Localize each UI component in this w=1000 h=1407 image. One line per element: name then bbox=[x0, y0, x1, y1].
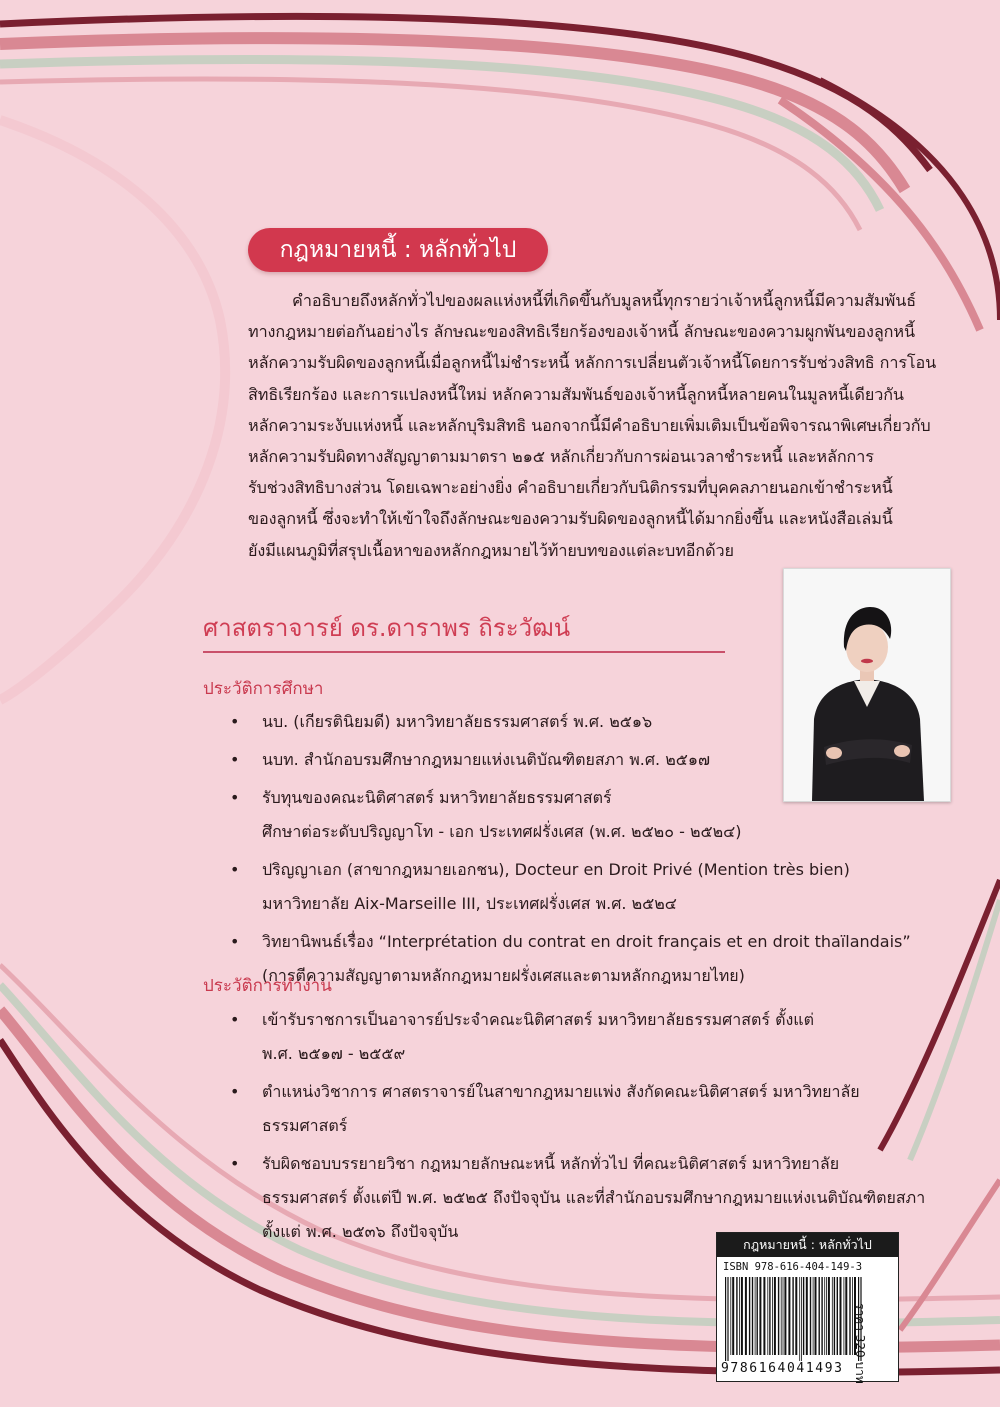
barcode-bar bbox=[772, 1277, 773, 1355]
description-line: หลักความระงับแห่งหนี้ และหลักบุริมสิทธิ นอกจากนี้มีคำอธิบายเพิ่มเติมเป็นข้อพิจารณาพิเศษเกี่ยวกับ bbox=[248, 415, 931, 435]
bullet-icon: • bbox=[230, 750, 240, 769]
barcode-bar bbox=[837, 1277, 838, 1355]
bullet-icon: • bbox=[230, 1082, 240, 1101]
barcode-bar bbox=[778, 1277, 779, 1355]
work-item-line: รับผิดชอบบรรยายวิชา กฎหมายลักษณะหนี้ หลักทั่วไป ที่คณะนิติศาสตร์ มหาวิทยาลัย bbox=[262, 1154, 840, 1173]
barcode-bar bbox=[788, 1277, 790, 1355]
barcode-bar bbox=[834, 1277, 835, 1355]
barcode-bar bbox=[813, 1277, 814, 1355]
work-item-line: ธรรมศาสตร์ ตั้งแต่ปี พ.ศ. ๒๕๒๕ ถึงปัจจุบัน และที่สำนักอบรมศึกษากฎหมายแห่งเนติบัณฑิตยสภา bbox=[262, 1188, 926, 1207]
education-item-line: วิทยานิพนธ์เรื่อง “Interprétation du contrat en droit français et en droit thaïlandais” bbox=[262, 932, 911, 951]
description-line: ของลูกหนี้ ซึ่งจะทำให้เข้าใจถึงลักษณะของความรับผิดของลูกหนี้ได้มากยิ่งขึ้น และหนังสือเล่มนี้ bbox=[248, 509, 893, 529]
work-list bbox=[222, 1003, 962, 1253]
education-heading: ประวัติการศึกษา bbox=[203, 679, 324, 699]
barcode-bar bbox=[759, 1277, 761, 1355]
work-item-line: ธรรมศาสตร์ bbox=[262, 1116, 348, 1135]
work-heading: ประวัติการทำงาน bbox=[203, 976, 332, 996]
author-divider bbox=[203, 651, 725, 653]
barcode-bar bbox=[792, 1277, 793, 1355]
barcode-bar bbox=[732, 1277, 734, 1355]
work-item bbox=[222, 1003, 962, 1071]
barcode-book-title: กฎหมายหนี้ : หลักทั่วไป bbox=[717, 1233, 898, 1257]
description-line: คำอธิบายถึงหลักทั่วไปของผลแห่งหนี้ที่เกิดขึ้นกับมูลหนี้ทุกรายว่าเจ้าหนี้ลูกหนี้มีความสัมพันธ์ bbox=[292, 291, 916, 310]
barcode-bar bbox=[749, 1277, 750, 1355]
barcode-bar bbox=[828, 1277, 830, 1355]
education-item bbox=[222, 743, 962, 777]
author-name: ศาสตราจารย์ ดร.ดาราพร ถิระวัฒน์ bbox=[203, 614, 571, 642]
barcode-bar bbox=[783, 1277, 784, 1355]
education-item-line: (การตีความสัญญาตามหลักกฎหมายฝรั่งเศสและตามหลักกฎหมายไทย) bbox=[262, 966, 745, 985]
barcode-bar bbox=[752, 1277, 753, 1355]
barcode-bar bbox=[824, 1277, 825, 1355]
barcode-bar bbox=[725, 1277, 726, 1361]
bullet-icon: • bbox=[230, 788, 240, 807]
work-item-line: พ.ศ. ๒๕๑๗ - ๒๕๕๙ bbox=[262, 1044, 406, 1063]
barcode-bar bbox=[799, 1277, 800, 1361]
education-item-line: มหาวิทยาลัย Aix-Marseille III, ประเทศฝรั่งเศส พ.ศ. ๒๕๒๔ bbox=[262, 894, 677, 913]
barcode-bar bbox=[769, 1277, 770, 1355]
barcode-bar bbox=[803, 1277, 804, 1355]
barcode-bar bbox=[826, 1277, 827, 1355]
description-line: หลักความรับผิดของลูกหนี้เมื่อลูกหนี้ไม่ชำระหนี้ หลักการเปลี่ยนตัวเจ้าหนี้โดยการรับช่วงสิทธิ การโอน bbox=[248, 353, 937, 373]
barcode-bar bbox=[755, 1277, 756, 1355]
barcode-bar bbox=[730, 1277, 731, 1355]
barcode-bar bbox=[795, 1277, 797, 1355]
education-list bbox=[222, 705, 962, 997]
work-item bbox=[222, 1075, 962, 1143]
barcode-bar bbox=[736, 1277, 737, 1355]
education-item-line: ศึกษาต่อระดับปริญญาโท - เอก ประเทศฝรั่งเศส (พ.ศ. ๒๕๒๐ - ๒๕๒๔) bbox=[262, 822, 742, 841]
barcode-bar bbox=[819, 1277, 820, 1355]
education-item-line: ปริญญาเอก (สาขากฎหมายเอกชน), Docteur en Droit Privé (Mention très bien) bbox=[262, 860, 850, 879]
education-item bbox=[222, 925, 962, 993]
education-item-line: รับทุนของคณะนิติศาสตร์ มหาวิทยาลัยธรรมศาสตร์ bbox=[262, 788, 612, 807]
barcode-bar bbox=[781, 1277, 782, 1355]
description-line: ยังมีแผนภูมิที่สรุปเนื้อหาของหลักกฎหมายไว้ท้ายบทของแต่ละบทอีกด้วย bbox=[248, 540, 734, 560]
work-item-line: เข้ารับราชการเป็นอาจารย์ประจำคณะนิติศาสตร์ มหาวิทยาลัยธรรมศาสตร์ ตั้งแต่ bbox=[262, 1010, 815, 1029]
barcode-bar bbox=[840, 1277, 842, 1355]
bullet-icon: • bbox=[230, 932, 240, 951]
barcode-bar bbox=[739, 1277, 740, 1355]
barcode-bar bbox=[763, 1277, 765, 1355]
description-line: สิทธิเรียกร้อง และการแปลงหนี้ใหม่ หลักความสัมพันธ์ของเจ้าหนี้ลูกหนี้หลายคนในมูลหนี้เดียวกัน bbox=[248, 384, 904, 404]
isbn-text: ISBN 978-616-404-149-3 bbox=[723, 1261, 863, 1273]
education-item bbox=[222, 705, 962, 739]
barcode-bar bbox=[741, 1277, 743, 1355]
bullet-icon: • bbox=[230, 860, 240, 879]
barcode-bar bbox=[832, 1277, 833, 1355]
barcode-bar bbox=[815, 1277, 817, 1355]
education-item bbox=[222, 781, 962, 849]
barcode-bar bbox=[757, 1277, 758, 1355]
barcode-number: 9786164041493 bbox=[721, 1361, 844, 1376]
barcode-bar bbox=[745, 1277, 747, 1355]
book-title-banner: กฎหมายหนี้ : หลักทั่วไป bbox=[248, 228, 548, 272]
bullet-icon: • bbox=[230, 1154, 240, 1173]
education-item-line: นบ. (เกียรตินิยมดี) มหาวิทยาลัยธรรมศาสตร์ พ.ศ. ๒๕๑๖ bbox=[262, 712, 653, 731]
work-item-line: ตั้งแต่ พ.ศ. ๒๕๓๖ ถึงปัจจุบัน bbox=[262, 1222, 459, 1241]
price-text: ราคา 320 บาท bbox=[853, 1303, 867, 1384]
barcode-bar bbox=[845, 1277, 847, 1355]
barcode-bar bbox=[844, 1277, 845, 1355]
description-paragraph bbox=[248, 285, 937, 566]
barcode-bar bbox=[806, 1277, 808, 1355]
bullet-icon: • bbox=[230, 712, 240, 731]
education-item-line: นบท. สำนักอบรมศึกษากฎหมายแห่งเนติบัณฑิตยสภา พ.ศ. ๒๕๑๗ bbox=[262, 750, 711, 769]
barcode-bar bbox=[849, 1277, 850, 1355]
description-line: รับช่วงสิทธิบางส่วน โดยเฉพาะอย่างยิ่ง คำอธิบายเกี่ยวกับนิติกรรมที่บุคคลภายนอกเข้าชำระหนี้ bbox=[248, 478, 893, 498]
education-item bbox=[222, 853, 962, 921]
barcode-label bbox=[716, 1232, 899, 1382]
barcode-bar bbox=[821, 1277, 822, 1355]
barcode-bar bbox=[774, 1277, 776, 1355]
description-line: ทางกฎหมายต่อกันอย่างไร ลักษณะของสิทธิเรียกร้องของเจ้าหนี้ ลักษณะของความผูกพันของลูกหนี้ bbox=[248, 322, 915, 342]
barcode-bar bbox=[810, 1277, 811, 1355]
work-item-line: ตำแหน่งวิชาการ ศาสตราจารย์ในสาขากฎหมายแพ่ง สังกัดคณะนิติศาสตร์ มหาวิทยาลัย bbox=[262, 1082, 860, 1101]
bullet-icon: • bbox=[230, 1010, 240, 1029]
barcode-bar bbox=[767, 1277, 768, 1355]
barcode-bars bbox=[723, 1277, 863, 1361]
barcode-bar bbox=[801, 1277, 802, 1361]
description-line: หลักความรับผิดทางสัญญาตามมาตรา ๒๑๕ หลักเกี่ยวกับการผ่อนเวลาชำระหนี้ และหลักการ bbox=[248, 447, 874, 467]
barcode-bar bbox=[727, 1277, 728, 1361]
barcode-bar bbox=[784, 1277, 786, 1355]
